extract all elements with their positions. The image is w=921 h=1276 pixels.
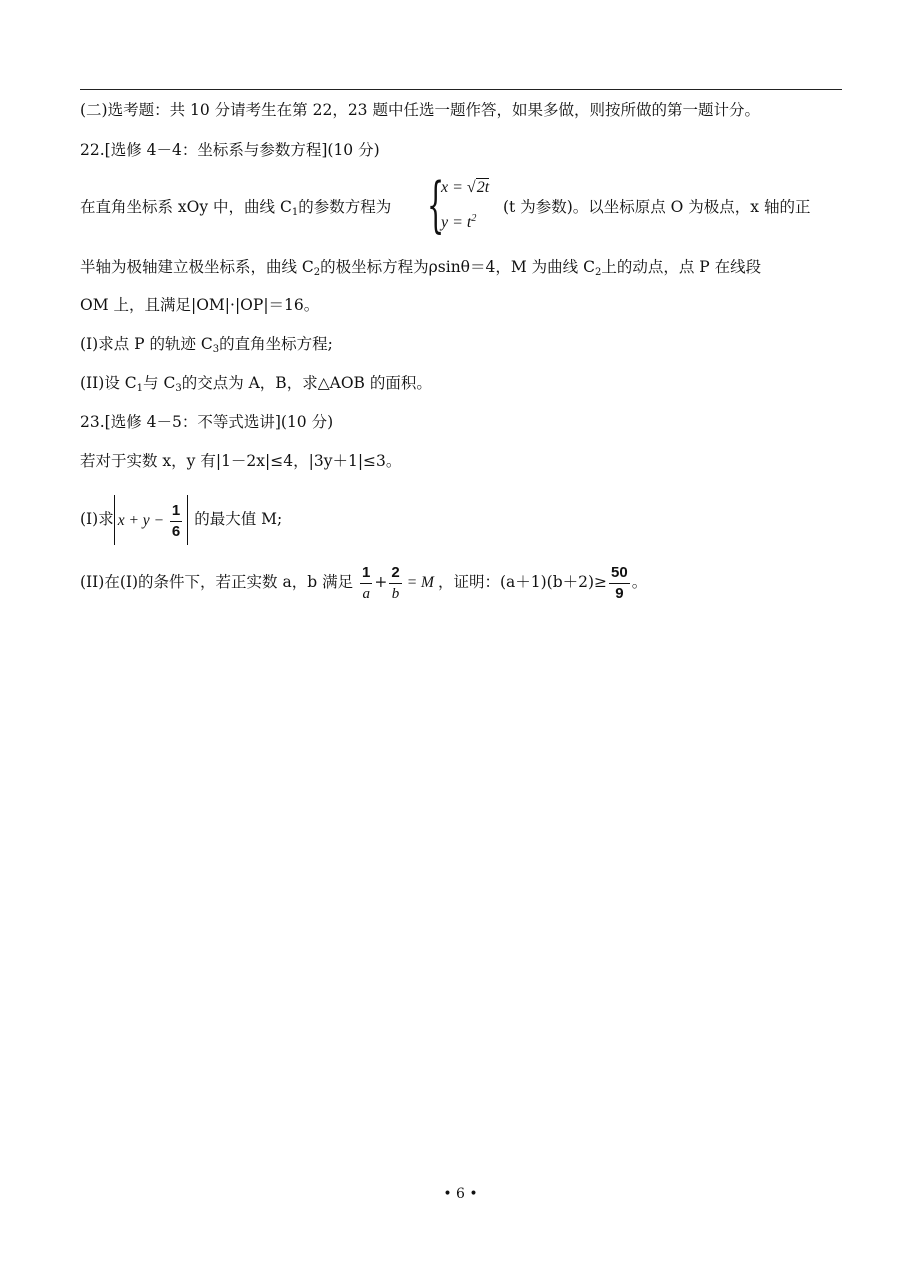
fraction-1-over-a: $\frac{1}{a}$ <box>362 563 371 602</box>
q23-part1: (I)求 x + y − $\frac{1}{6}$ 的最大值 M; <box>80 494 282 545</box>
q23-condition: 若对于实数 x，y 有|1－2x|≤4，|3y＋1|≤3。 <box>80 452 402 470</box>
q22-line2: 半轴为极轴建立极坐标系，曲线 $C_2$的极坐标方程为ρsinθ＝4，M 为曲线 $C_2$上的动点，点 P 在线段 <box>80 258 762 278</box>
page-number: • 6 • <box>443 1186 478 1202</box>
q22-part2: (II)设 $C_1$与 $C_3$的交点为 A，B，求△AOB 的面积。 <box>80 374 432 394</box>
q22-intro: 在直角坐标系 xOy 中，曲线 $C_1$的参数方程为 <box>80 198 392 218</box>
fraction-50-over-9: $\frac{50}{9}$ <box>611 563 628 602</box>
q23-part2: (II)在(I)的条件下，若正实数 a，b 满足 $\frac{1}{a}$ + $\frac{2}{b}$ = M ，证明：(a＋1)(b＋2)≥ $\frac{50}{9}$ 。 <box>80 563 648 602</box>
absolute-value-expression: x + y − $\frac{1}{6}$ <box>114 495 189 545</box>
q22-part1: (I)求点 P 的轨迹 $C_3$的直角坐标方程; <box>80 335 333 355</box>
q22-intro-after: (t 为参数)。以坐标原点 O 为极点，x 轴的正 <box>503 198 811 216</box>
top-rule <box>80 89 842 90</box>
fraction-one-sixth: $\frac{1}{6}$ <box>171 501 181 540</box>
fraction-2-over-b: $\frac{2}{b}$ <box>391 563 400 602</box>
q23-title: 23.[选修 4－5：不等式选讲](10 分) <box>80 413 334 431</box>
equation-y: $y = t^2$ <box>441 213 477 231</box>
q22-line3: OM 上，且满足|OM|·|OP|＝16。 <box>80 296 320 314</box>
equation-x: x = √2t <box>441 179 490 196</box>
brace: { <box>427 170 445 240</box>
section-header: (二)选考题：共 10 分请考生在第 22，23 题中任选一题作答，如果多做，则按所做的第一题计分。 <box>80 101 760 119</box>
q22-title: 22.[选修 4－4：坐标系与参数方程](10 分) <box>80 141 380 159</box>
